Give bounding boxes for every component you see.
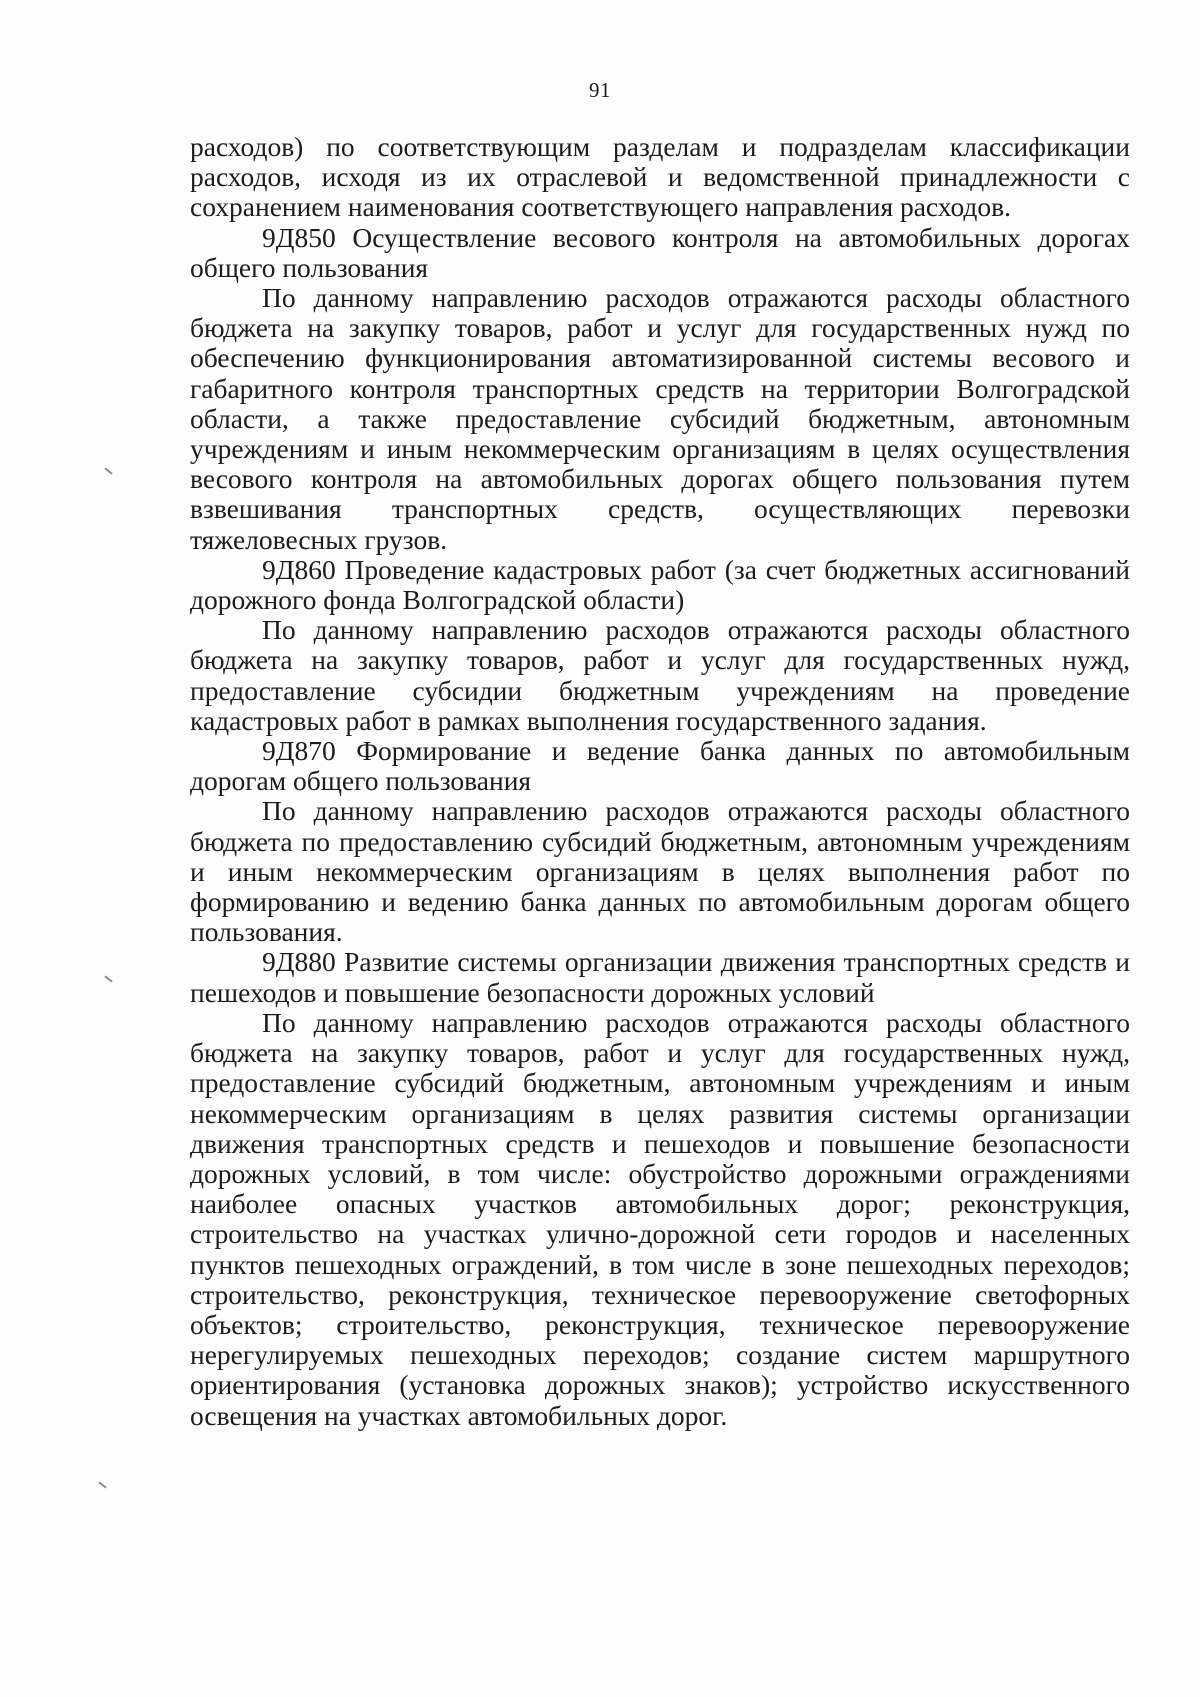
- paragraph-9d880-description: По данному направлению расходов отражаются расходы областного бюджета на закупку товаров, работ и услуг для государственных нужд, предоставление субсидий бюджетным, автономным учреждениям и иным некоммерческим организациям в целях развития системы организации движения транспортных средств и пешеходов и повышение безопасности дорожных условий, в том числе: обустройство дорожными ограждениями наиболее опасных участков автомобильных дорог; реконструкция, строительство на участках улично-дорожной сети городов и населенных пунктов пешеходных ограждений, в том числе в зоне пешеходных переходов; строительство, реконструкция, техническое перевооружение светофорных объектов; строительство, реконструкция, техническое перевооружение нерегулируемых пешеходных переходов; создание систем маршрутного ориентирования (установка дорожных знаков); устройство искусственного освещения на участках автомобильных дорог.: [190, 1006, 1130, 1431]
- paragraph-9d850-description: По данному направлению расходов отражаются расходы областного бюджета на закупку товаров, работ и услуг для государственных нужд по обеспечению функционирования автоматизированной системы весового и габаритного контроля транспортных средств на территории Волгоградской области, а также предоставление субсидий бюджетным, автономным учреждениям и иным некоммерческим организациям в целях осуществления весового контроля на автомобильных дорогах общего пользования путем взвешивания транспортных средств, осуществляющих перевозки тяжеловесных грузов.: [190, 282, 1130, 555]
- section-heading-9d880: 9Д880 Развитие системы организации движения транспортных средств и пешеходов и повышение безопасности дорожных условий: [190, 946, 1130, 1008]
- document-body: [190, 132, 1130, 1431]
- page-number: 91: [589, 78, 611, 102]
- paragraph-9d870-description: По данному направлению расходов отражаются расходы областного бюджета по предоставлению субсидий бюджетным, автономным учреждениям и иным некоммерческим организациям в целях выполнения работ по формированию и ведению банка данных по автомобильным дорогам общего пользования.: [190, 795, 1130, 948]
- scan-artifact-mark: [98, 1481, 106, 1488]
- scan-artifact-mark: [104, 467, 112, 474]
- section-heading-9d870: 9Д870 Формирование и ведение банка данных по автомобильным дорогам общего пользования: [190, 735, 1130, 797]
- section-heading-9d860: 9Д860 Проведение кадастровых работ (за счет бюджетных ассигнований дорожного фонда Волгоградской области): [190, 553, 1130, 616]
- paragraph-continuation: расходов) по соответствующим разделам и подразделам классификации расходов, исходя из их отраслевой и ведомственной принадлежности с сохранением наименования соответствующего направления расходов.: [190, 131, 1130, 223]
- paragraph-9d860-description: По данному направлению расходов отражаются расходы областного бюджета на закупку товаров, работ и услуг для государственных нужд, предоставление субсидии бюджетным учреждениям на проведение кадастровых работ в рамках выполнения государственного задания.: [190, 614, 1130, 736]
- scan-artifact-mark: [104, 975, 112, 982]
- section-heading-9d850: 9Д850 Осуществление весового контроля на автомобильных дорогах общего пользования: [190, 221, 1130, 283]
